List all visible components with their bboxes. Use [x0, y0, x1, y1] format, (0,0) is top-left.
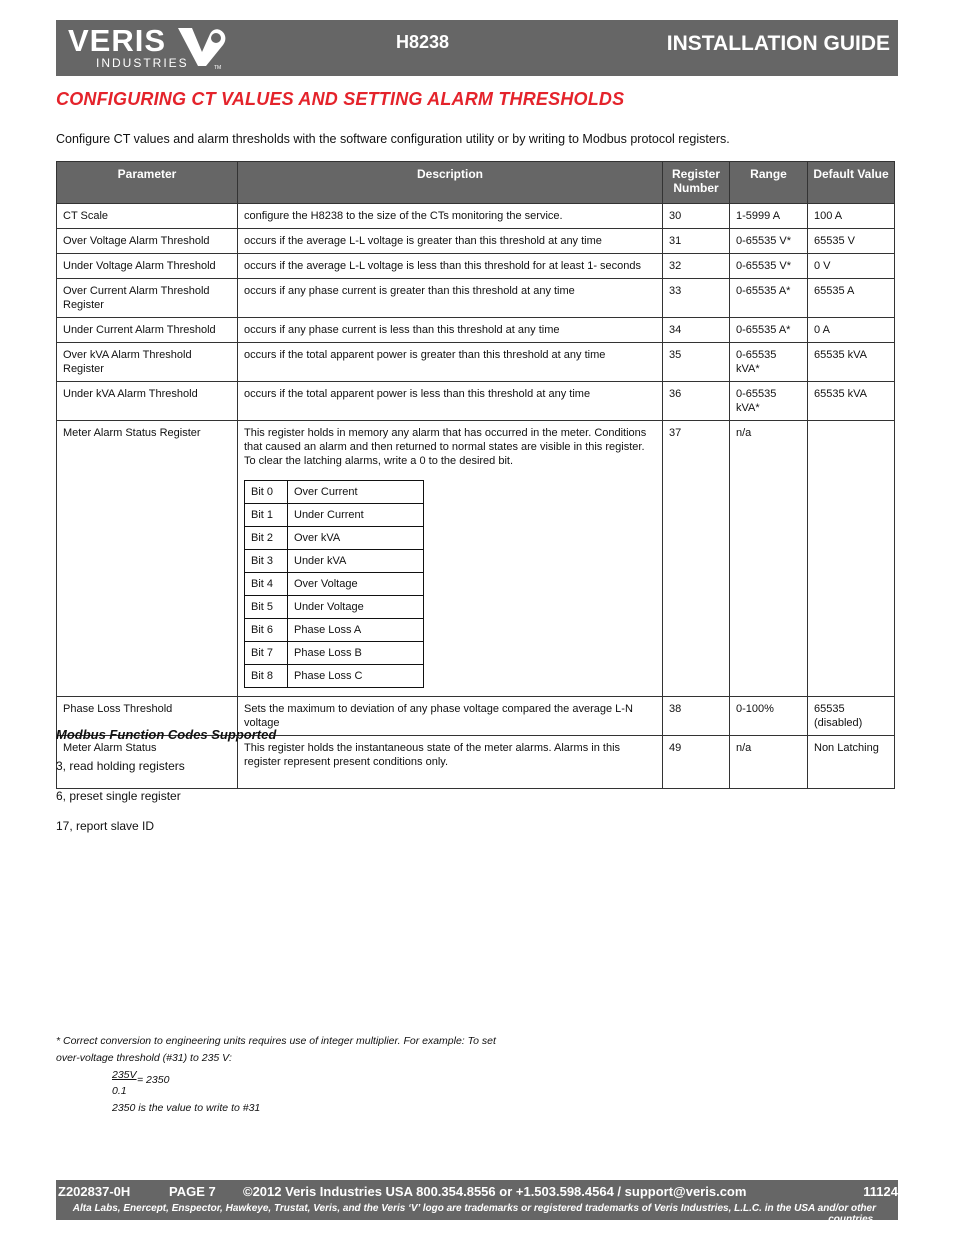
bit-label: Bit 1: [245, 504, 288, 527]
bit-label: Bit 0: [245, 481, 288, 504]
cell-default: 0 A: [808, 318, 895, 343]
table-row: [57, 254, 895, 279]
cell-register: 35: [663, 343, 730, 382]
bit-label: Bit 3: [245, 550, 288, 573]
header-default-value: Default Value: [808, 162, 895, 204]
table-row: [57, 279, 895, 318]
table-header-row: [57, 162, 895, 204]
fraction-denominator: 0.1: [112, 1085, 127, 1097]
bit-name: Over kVA: [288, 527, 424, 550]
modbus-heading: Modbus Function Codes Supported: [56, 727, 277, 742]
intro-paragraph: Configure CT values and alarm thresholds with the software configuration utility or by writing to Modbus protocol registers.: [56, 132, 730, 146]
cell-description-with-bits: [238, 421, 663, 697]
cell-parameter: Under Voltage Alarm Threshold: [57, 254, 238, 279]
section-title: CONFIGURING CT VALUES AND SETTING ALARM THRESHOLDS: [56, 89, 625, 109]
ct-alarm-table: [56, 161, 895, 789]
cell-register: 37: [663, 421, 730, 697]
fraction-numerator: 235V: [112, 1069, 137, 1081]
veris-logo: [56, 20, 236, 76]
logo-wordmark: VERIS: [68, 23, 167, 58]
bit-name: Phase Loss C: [288, 665, 424, 688]
bit-name: Under Voltage: [288, 596, 424, 619]
contact-info: ©2012 Veris Industries USA 800.354.8556 or +1.503.598.4564 / support@veris.com: [243, 1184, 747, 1199]
bit-row: [245, 504, 424, 527]
modbus-code-item: 3, read holding registers: [56, 759, 185, 773]
cell-range: 0-65535 A*: [730, 279, 808, 318]
cell-description: configure the H8238 to the size of the CTs monitoring the service.: [238, 204, 663, 229]
cell-parameter: Over kVA Alarm Threshold Register: [57, 343, 238, 382]
cell-parameter: Under kVA Alarm Threshold: [57, 382, 238, 421]
cell-parameter: Meter Alarm Status: [57, 736, 238, 789]
cell-description: This register holds the instantaneous state of the meter alarms. Alarms in this register represent present conditions only.: [238, 736, 663, 789]
modbus-code-item: 6, preset single register: [56, 789, 181, 803]
logo-trademark: TM: [214, 65, 222, 71]
bit-row: [245, 619, 424, 642]
cell-range: 0-65535 V*: [730, 254, 808, 279]
cell-range: 0-65535 kVA*: [730, 382, 808, 421]
bit-row: [245, 573, 424, 596]
logo-subtitle: INDUSTRIES: [96, 56, 189, 70]
table-row: [57, 229, 895, 254]
cell-parameter: Over Current Alarm Threshold Register: [57, 279, 238, 318]
cell-default: [808, 421, 895, 697]
modbus-code-item: 17, report slave ID: [56, 819, 155, 833]
cell-register: 32: [663, 254, 730, 279]
bit-row: [245, 481, 424, 504]
cell-range: 0-65535 A*: [730, 318, 808, 343]
cell-default: 65535 kVA: [808, 343, 895, 382]
cell-parameter: CT Scale: [57, 204, 238, 229]
cell-description: occurs if the average L-L voltage is greater than this threshold at any time: [238, 229, 663, 254]
bit-row: [245, 527, 424, 550]
cell-register: 33: [663, 279, 730, 318]
cell-parameter: Over Voltage Alarm Threshold: [57, 229, 238, 254]
bit-label: Bit 8: [245, 665, 288, 688]
cell-parameter: Meter Alarm Status Register: [57, 421, 238, 697]
cell-range: 1-5999 A: [730, 204, 808, 229]
guide-title: INSTALLATION GUIDE: [666, 32, 890, 55]
bit-label: Bit 4: [245, 573, 288, 596]
cell-parameter: Under Current Alarm Threshold: [57, 318, 238, 343]
bit-name: Phase Loss B: [288, 642, 424, 665]
header-range: Range: [730, 162, 808, 204]
cell-description: This register holds in memory any alarm that has occurred in the meter. Conditions that caused an alarm and then returned to normal states are visible in this register. To clear the latching alarms, write a 0 to the desired bit.: [244, 427, 647, 467]
cell-default: 65535 (disabled): [808, 697, 895, 736]
header-description: Description: [238, 162, 663, 204]
cell-description: occurs if the total apparent power is greater than this threshold at any time: [238, 343, 663, 382]
cell-register: 36: [663, 382, 730, 421]
bit-label: Bit 2: [245, 527, 288, 550]
alarm-bits-table: [244, 480, 424, 688]
fraction-result: = 2350: [137, 1074, 170, 1086]
table-row: [57, 204, 895, 229]
table-row: [57, 421, 895, 697]
footnote-line: over-voltage threshold (#31) to 235 V:: [56, 1052, 232, 1064]
cell-default: 65535 kVA: [808, 382, 895, 421]
cell-range: n/a: [730, 421, 808, 697]
trademark-notice: Alta Labs, Enercept, Enspector, Hawkeye, Trustat, Veris, and the Veris ‘V’ logo are trademarks or registered trademarks of Veris Industries, L.L.C. in the USA and/or other countries.: [72, 1203, 876, 1225]
page-number: PAGE 7: [169, 1184, 216, 1199]
cell-description: occurs if the average L-L voltage is less than this threshold for at least 1- seconds: [238, 254, 663, 279]
cell-register: 30: [663, 204, 730, 229]
table-row: [57, 382, 895, 421]
bit-name: Under Current: [288, 504, 424, 527]
bit-label: Bit 7: [245, 642, 288, 665]
bit-name: Under kVA: [288, 550, 424, 573]
footer-bar: [56, 1180, 898, 1225]
cell-register: 34: [663, 318, 730, 343]
bit-row: [245, 665, 424, 688]
cell-parameter: Phase Loss Threshold: [57, 697, 238, 736]
bit-row: [245, 642, 424, 665]
header-register-number: Register Number: [663, 162, 730, 204]
cell-default: 65535 V: [808, 229, 895, 254]
cell-description: occurs if the total apparent power is less than this threshold at any time: [238, 382, 663, 421]
doc-number: Z202837-0H: [58, 1184, 131, 1199]
cell-description: occurs if any phase current is less than this threshold at any time: [238, 318, 663, 343]
bit-label: Bit 6: [245, 619, 288, 642]
bit-name: Over Voltage: [288, 573, 424, 596]
cell-range: n/a: [730, 736, 808, 789]
cell-description: occurs if any phase current is greater than this threshold at any time: [238, 279, 663, 318]
cell-register: 38: [663, 697, 730, 736]
model-number: H8238: [396, 32, 450, 52]
cell-range: 0-65535 V*: [730, 229, 808, 254]
cell-register: 31: [663, 229, 730, 254]
bit-label: Bit 5: [245, 596, 288, 619]
header-parameter: Parameter: [57, 162, 238, 204]
bit-name: Over Current: [288, 481, 424, 504]
table-row: [57, 318, 895, 343]
cell-default: 65535 A: [808, 279, 895, 318]
footnote-line: 2350 is the value to write to #31: [112, 1102, 261, 1114]
table-row: [57, 343, 895, 382]
cell-default: Non Latching: [808, 736, 895, 789]
cell-description: Sets the maximum to deviation of any phase voltage compared the average L-N voltage: [238, 697, 663, 736]
cell-range: 0-65535 kVA*: [730, 343, 808, 382]
bit-name: Phase Loss A: [288, 619, 424, 642]
date-code: 11124: [863, 1184, 898, 1199]
header-bar: [56, 20, 898, 76]
cell-range: 0-100%: [730, 697, 808, 736]
cell-register: 49: [663, 736, 730, 789]
cell-default: 0 V: [808, 254, 895, 279]
bit-row: [245, 596, 424, 619]
bit-row: [245, 550, 424, 573]
footnote-line: * Correct conversion to engineering units requires use of integer multiplier. For example: To set: [56, 1035, 496, 1047]
cell-default: 100 A: [808, 204, 895, 229]
